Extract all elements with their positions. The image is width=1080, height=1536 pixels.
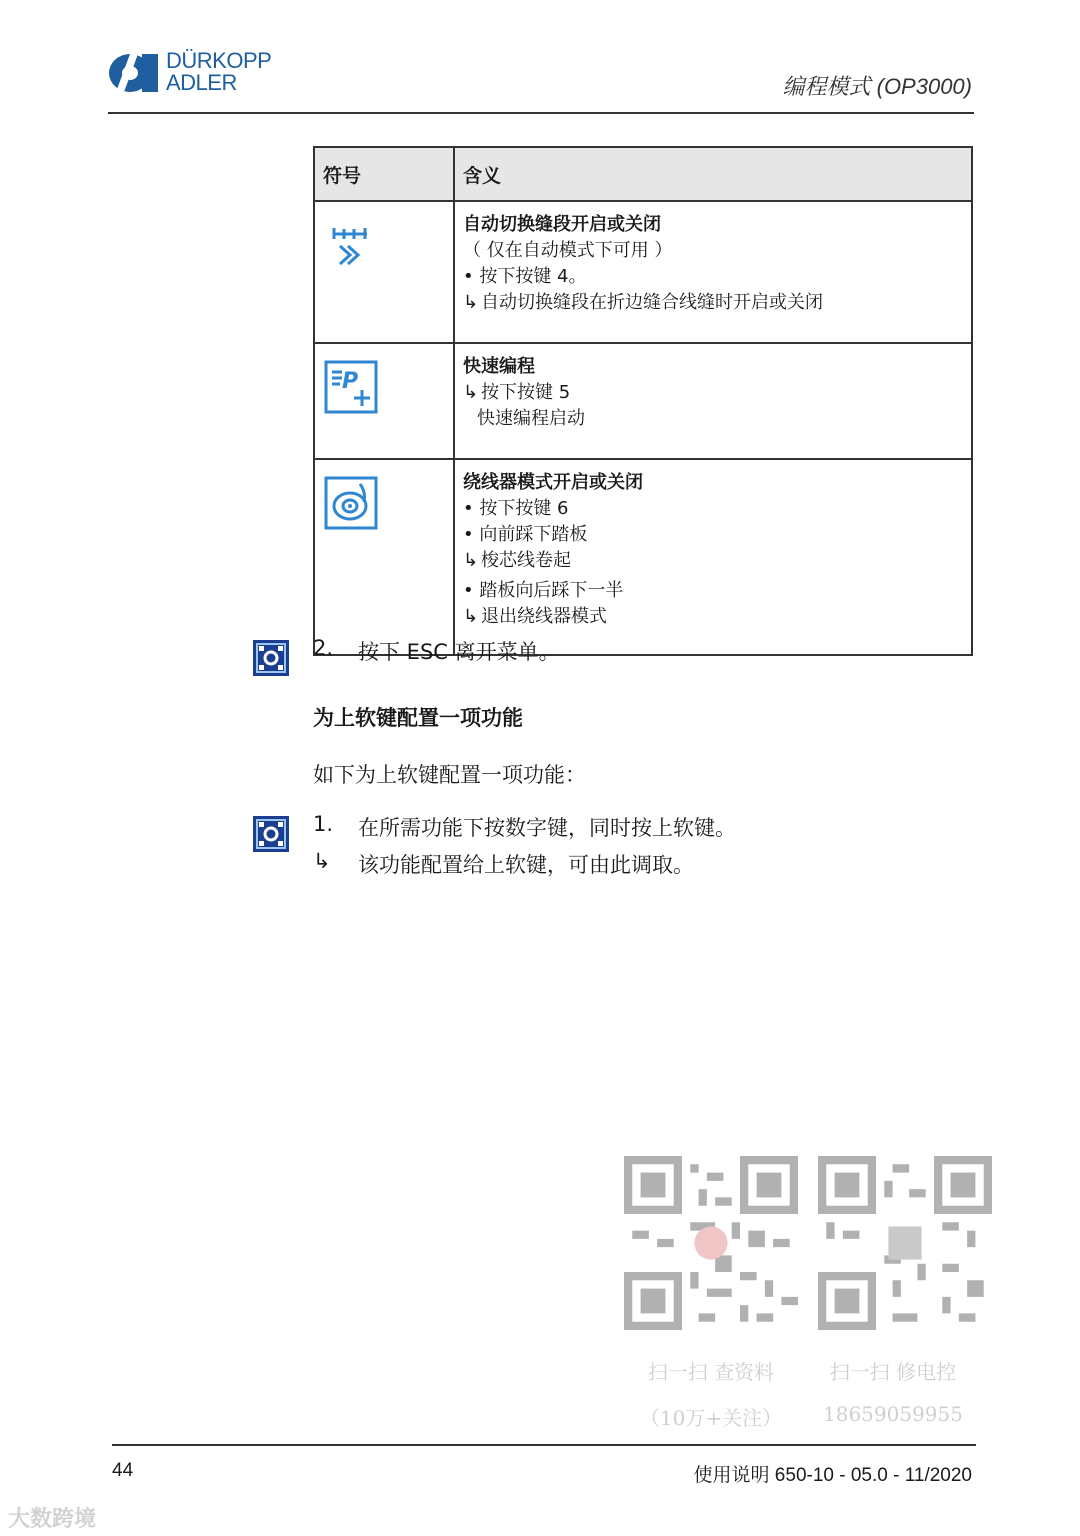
meaning-cell (454, 201, 972, 343)
brand-line2: ADLER (166, 70, 237, 95)
meaning-line: • 踏板向后踩下一半 (463, 580, 624, 601)
qr-code-left (624, 1156, 798, 1330)
meaning-line: • 向前踩下踏板 (463, 524, 588, 545)
qr-left-subcaption: （10万+关注） (639, 1406, 783, 1430)
symbol-cell (314, 459, 454, 655)
symbol-table (313, 146, 973, 656)
col-meaning-header: 含义 (454, 147, 972, 201)
meaning-title: 自动切换缝段开启或关闭 (463, 214, 661, 235)
table-row (314, 201, 972, 343)
quick-programming-icon (324, 360, 378, 414)
result-arrow-icon: ↳ (463, 292, 479, 313)
document-reference: 使用说明 650-10 - 05.0 - 11/2020 (693, 1465, 972, 1486)
step-number: 1. (313, 812, 334, 836)
col-symbol-header: 符号 (314, 147, 454, 201)
meaning-line: 梭芯线卷起 (481, 550, 571, 571)
footer-rule (112, 1444, 976, 1446)
brand-line1: DÜRKOPP (166, 48, 272, 73)
meaning-line: （ 仅在自动模式下可用 ） (463, 240, 673, 261)
qr-right-subcaption: 18659059955 (823, 1402, 963, 1426)
step-text: 在所需功能下按数字键，同时按上软键。 (358, 816, 736, 840)
result-arrow-icon: ↳ (313, 849, 331, 873)
meaning-line: 退出绕线器模式 (481, 606, 607, 627)
control-panel-icon (253, 640, 289, 676)
table-row (314, 343, 972, 459)
logo-mark-icon (108, 52, 160, 94)
meaning-line: • 按下按键 6 (463, 498, 569, 519)
result-arrow-icon: ↳ (463, 550, 479, 571)
bobbin-winder-icon (324, 476, 378, 530)
meaning-line: • 按下按键 4。 (463, 266, 587, 287)
meaning-line: 自动切换缝段在折边缝合线缝时开启或关闭 (481, 292, 823, 313)
page-number: 44 (112, 1460, 134, 1481)
section-title: 编程模式 (OP3000) (782, 74, 972, 99)
meaning-line: 按下按键 5 (481, 382, 571, 403)
table-row (314, 459, 972, 655)
result-arrow-icon: ↳ (463, 382, 479, 403)
dürkopp-adler-logo (108, 50, 288, 98)
meaning-cell (454, 343, 972, 459)
table-header-row (314, 147, 972, 201)
step-text: 按下 ESC 离开菜单。 (358, 640, 560, 664)
result-arrow-icon: ↳ (463, 606, 479, 627)
result-text: 该功能配置给上软键，可由此调取。 (358, 853, 694, 877)
subsection-title: 为上软键配置一项功能 (313, 706, 523, 730)
meaning-title: 绕线器模式开启或关闭 (463, 472, 643, 493)
svg-text:P: P (342, 369, 359, 394)
qr-code-right (818, 1156, 992, 1330)
step-number: 2. (313, 636, 334, 660)
auto-seam-segment-icon (331, 222, 371, 270)
qr-left-caption: 扫一扫 查资料 (647, 1360, 775, 1384)
meaning-cell (454, 459, 972, 655)
meaning-title: 快速编程 (463, 356, 535, 377)
meaning-line: 快速编程启动 (477, 408, 585, 429)
qr-right-caption: 扫一扫 修电控 (829, 1360, 957, 1384)
subsection-intro: 如下为上软键配置一项功能： (313, 763, 586, 787)
symbol-cell (314, 201, 454, 343)
watermark-text: 大数跨境 (8, 1507, 97, 1532)
header-rule (108, 112, 974, 114)
symbol-cell (314, 343, 454, 459)
control-panel-icon (253, 816, 289, 852)
